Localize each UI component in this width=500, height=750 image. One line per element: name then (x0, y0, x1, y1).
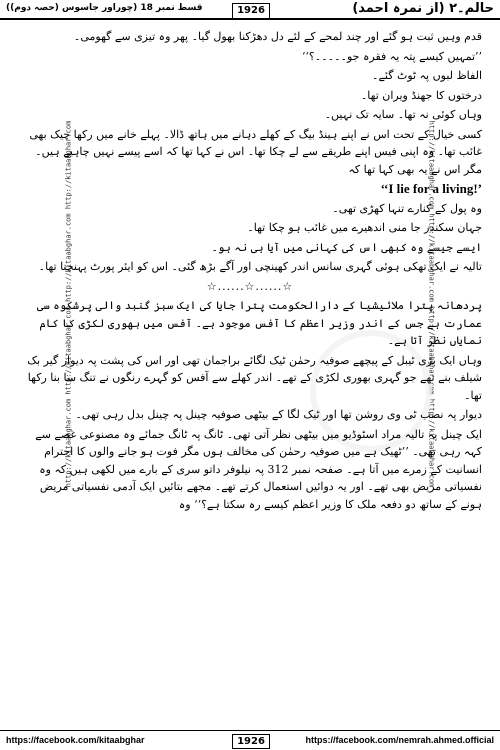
side-url-right: http://kitaabghar.com http://kitaabghar.com http://kitaabghar.com http://kitaabghar.com (427, 120, 436, 488)
paragraph: ’’تمہیں کیسے پتہ یہ فقرہ جو۔۔۔۔۔؟‘‘ (301, 49, 482, 63)
page-header (0, 0, 500, 20)
paragraph: ایسے جیسے وہ کبھی اس کی کہانی میں آیا ہی نہ ہو۔ (211, 240, 482, 254)
paragraph: وہاں کوئی نہ تھا۔ سایہ تک نہیں۔ (324, 108, 482, 121)
page-footer (0, 730, 500, 750)
book-title: حالم۔۲ (از نمرہ احمد) (352, 1, 494, 16)
paragraph: وہ پول کے کنارے تنہا کھڑی تھی۔ (332, 201, 482, 215)
footer-page-number: 1926 (232, 734, 270, 749)
english-quote: ‘‘I lie for a living!’ (380, 181, 482, 196)
episode-label: قسط نمبر 18 (چوراور جاسوس (حصہ دوم)) (6, 3, 203, 13)
paragraph: جہان سکندر جا منی اندھیرے میں غائب ہو چکا تھا۔ (247, 221, 482, 234)
paragraph: الفاظ لبوں پہ ٹوٹ گئے۔ (372, 69, 482, 82)
page-number: 1926 (232, 3, 270, 19)
paragraph: قدم وہیں ثبت ہو گئے اور چند لمحے کے لئے دل دھڑکنا بھول گیا۔ پھر وہ تیزی سے گھومی۔ (73, 30, 482, 43)
paragraph: ایک چینل پہ تالیہ مراد اسٹوڈیو میں بیٹھی نظر آتی تھی۔ ٹانگ پہ ٹانگ جمائے وہ مصنوعی غصے سے کہہ رہی تھی۔ ’’ٹھیک ہے میں صوفیہ رحمٰن کی مخالف ہوں مگر فوت ہو جانے والوں کا احترام انسانیت کے زمرے میں آتا ہے۔ صفحہ نمبر 312 پہ نیلوفر داتو سری کے بارے میں لکھی ہیں کہ وہ نفسیاتی مریض بھی تھے۔ اور یہ دوائیں استعمال کرتے تھے۔ مجھے بتائیں ایک آدمی نفسیاتی مریض ہونے کے ساتھ دو دفعہ ملک کا وزیر اعظم کیسے رہ سکتا ہے؟‘‘ وہ (35, 427, 482, 511)
footer-link-right[interactable]: https://facebook.com/nemrah.ahmed.official (305, 735, 494, 745)
paragraph: پردھانہ پترا ملائیشیا کے دارالحکومت پترا جایا کی ایک سبز گنبد والی پرشکوہ سی عمارت ہے جس کے اندر وزیر اعظم کا آفس موجود ہے۔ آفس میں بھوری لکڑی کا کام نمایاں نظر آتا ہے۔ (36, 299, 482, 347)
paragraph: وہاں ایک بڑی ٹیبل کے پیچھے صوفیہ رحمٰن ٹیک لگائے براجمان تھی اور اس کی پشت پہ دیوار گیر بک شیلف بنے تھے جو گہری بھوری لکڑی کے تھے۔ اندر کھلے سے آفس کو گہرے رنگوں نے تنگ سا بنا رکھا تھا۔ (27, 353, 482, 402)
section-divider: ☆......☆......☆ (206, 279, 294, 293)
paragraph: تالیہ نے ایک تھکی ہوئی گہری سانس اندر کھینچی اور آگے بڑھ گئی۔ اس کو ایئر پورٹ پہنچنا تھا۔ (38, 260, 482, 273)
page-body (18, 28, 482, 718)
paragraph: دیوار پہ نصب ٹی وی روشن تھا اور ٹیک لگا کے بیٹھی صوفیہ چینل پہ چینل بدل رہی تھی۔ (75, 408, 482, 421)
paragraph: درختوں کا جھنڈ ویران تھا۔ (360, 88, 482, 102)
paragraph: کسی خیال کے تحت اس نے اپنے ہینڈ بیگ کے کھلے دہانے میں ہاتھ ڈالا۔ پہلے خانے میں رکھا چیک بھی غائب تھا۔ وہ اپنی فیس اپنے طریقے سے لے چکا تھا۔ اس نے کہا تھا کہ اسے پیسے نہیں چاہیے ہیں۔ مگر اس نے یہ بھی کہا تھا کہ (29, 127, 482, 176)
footer-link-left[interactable]: https://facebook.com/kitaabghar (6, 735, 145, 745)
side-url-left: http://kitaabghar.com http://kitaabghar.com http://kitaabghar.com http://kitaabghar.com (64, 120, 73, 488)
